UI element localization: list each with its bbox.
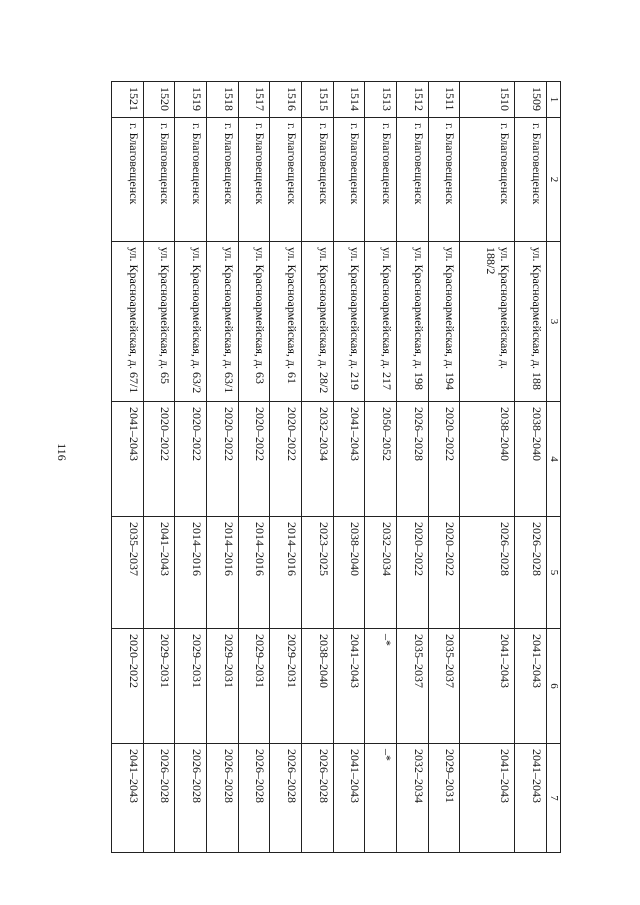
- period-4-cell: 2020–2022: [207, 402, 239, 517]
- city-cell: г. Благовещенск: [428, 118, 460, 242]
- period-6-cell: 2035–2037: [397, 629, 429, 744]
- table-row: [428, 82, 460, 853]
- period-4-cell: 2020–2022: [238, 402, 270, 517]
- period-4-cell: 2050–2052: [365, 402, 397, 517]
- city-cell: г. Благовещенск: [270, 118, 302, 242]
- city-cell: г. Благовещенск: [333, 118, 365, 242]
- street-address-cell: ул. Красноармейская, д. 67/1: [112, 242, 144, 402]
- street-address-cell: ул. Красноармейская, д. 219: [333, 242, 365, 402]
- city-cell: г. Благовещенск: [302, 118, 334, 242]
- street-address-cell: ул. Красноармейская, д. 63/1: [207, 242, 239, 402]
- street-address-cell: ул. Красноармейская, д. 65: [143, 242, 175, 402]
- period-6-cell: 2041–2043: [460, 629, 515, 744]
- table-container: [111, 81, 561, 852]
- header-cell-1: 1: [547, 82, 561, 118]
- row-number-cell: 1510: [460, 82, 515, 118]
- period-4-cell: 2020–2022: [175, 402, 207, 517]
- period-6-cell: 2038–2040: [302, 629, 334, 744]
- row-number-cell: 1521: [112, 82, 144, 118]
- period-6-cell: 2041–2043: [515, 629, 547, 744]
- table-row: [112, 82, 144, 853]
- header-cell-4: 4: [547, 402, 561, 517]
- period-6-cell: 2029–2031: [238, 629, 270, 744]
- period-7-cell: 2032–2034: [397, 744, 429, 853]
- city-cell: г. Благовещенск: [397, 118, 429, 242]
- city-cell: г. Благовещенск: [238, 118, 270, 242]
- city-cell: г. Благовещенск: [460, 118, 515, 242]
- period-7-cell: 2026–2028: [207, 744, 239, 853]
- table-row: [207, 82, 239, 853]
- table-row: [460, 82, 515, 853]
- rotated-table-frame: [111, 81, 561, 852]
- table-row: [397, 82, 429, 853]
- period-6-cell: 2020–2022: [112, 629, 144, 744]
- header-cell-3: 3: [547, 242, 561, 402]
- row-number-cell: 1517: [238, 82, 270, 118]
- table-row: [515, 82, 547, 853]
- period-5-cell: 2041–2043: [143, 517, 175, 629]
- city-cell: г. Благовещенск: [515, 118, 547, 242]
- schedule-table: [111, 81, 561, 853]
- period-4-cell: 2041–2043: [333, 402, 365, 517]
- period-5-cell: 2032–2034: [365, 517, 397, 629]
- city-cell: г. Благовещенск: [143, 118, 175, 242]
- period-7-cell: 2041–2043: [333, 744, 365, 853]
- period-4-cell: 2020–2022: [270, 402, 302, 517]
- table-row: [302, 82, 334, 853]
- period-5-cell: 2014–2016: [207, 517, 239, 629]
- table-row: [270, 82, 302, 853]
- period-7-cell: 2026–2028: [302, 744, 334, 853]
- row-number-cell: 1515: [302, 82, 334, 118]
- city-cell: г. Благовещенск: [175, 118, 207, 242]
- header-cell-7: 7: [547, 744, 561, 853]
- city-cell: г. Благовещенск: [207, 118, 239, 242]
- period-7-cell: 2029–2031: [428, 744, 460, 853]
- period-6-cell: –*: [365, 629, 397, 744]
- period-6-cell: 2029–2031: [175, 629, 207, 744]
- table-row: [333, 82, 365, 853]
- street-address-cell: ул. Красноармейская, д. 188/2: [460, 242, 515, 402]
- row-number-cell: 1511: [428, 82, 460, 118]
- period-6-cell: 2029–2031: [207, 629, 239, 744]
- row-number-cell: 1518: [207, 82, 239, 118]
- period-5-cell: 2023–2025: [302, 517, 334, 629]
- period-5-cell: 2026–2028: [460, 517, 515, 629]
- row-number-cell: 1520: [143, 82, 175, 118]
- row-number-cell: 1513: [365, 82, 397, 118]
- table-row: [143, 82, 175, 853]
- period-5-cell: 2038–2040: [333, 517, 365, 629]
- header-cell-2: 2: [547, 118, 561, 242]
- period-5-cell: 2035–2037: [112, 517, 144, 629]
- street-address-cell: ул. Красноармейская, д. 63: [238, 242, 270, 402]
- table-row: [365, 82, 397, 853]
- period-6-cell: 2035–2037: [428, 629, 460, 744]
- period-7-cell: 2026–2028: [270, 744, 302, 853]
- row-number-cell: 1514: [333, 82, 365, 118]
- period-5-cell: 2020–2022: [428, 517, 460, 629]
- street-address-cell: ул. Красноармейская, д. 63/2: [175, 242, 207, 402]
- period-5-cell: 2014–2016: [175, 517, 207, 629]
- street-address-cell: ул. Красноармейская, д. 28/2: [302, 242, 334, 402]
- street-address-cell: ул. Красноармейская, д. 217: [365, 242, 397, 402]
- period-7-cell: 2041–2043: [112, 744, 144, 853]
- table-row: [175, 82, 207, 853]
- street-address-cell: ул. Красноармейская, д. 198: [397, 242, 429, 402]
- period-6-cell: 2041–2043: [333, 629, 365, 744]
- period-4-cell: 2041–2043: [112, 402, 144, 517]
- period-7-cell: –*: [365, 744, 397, 853]
- period-6-cell: 2029–2031: [270, 629, 302, 744]
- period-4-cell: 2020–2022: [428, 402, 460, 517]
- period-4-cell: 2038–2040: [515, 402, 547, 517]
- period-4-cell: 2032–2034: [302, 402, 334, 517]
- period-4-cell: 2038–2040: [460, 402, 515, 517]
- street-address-cell: ул. Красноармейская, д. 188: [515, 242, 547, 402]
- street-address-cell: ул. Красноармейская, д. 194: [428, 242, 460, 402]
- period-5-cell: 2014–2016: [238, 517, 270, 629]
- period-5-cell: 2020–2022: [397, 517, 429, 629]
- city-cell: г. Благовещенск: [112, 118, 144, 242]
- period-7-cell: 2026–2028: [175, 744, 207, 853]
- row-number-cell: 1519: [175, 82, 207, 118]
- period-5-cell: 2014–2016: [270, 517, 302, 629]
- period-4-cell: 2020–2022: [143, 402, 175, 517]
- period-7-cell: 2026–2028: [143, 744, 175, 853]
- city-cell: г. Благовещенск: [365, 118, 397, 242]
- period-5-cell: 2026–2028: [515, 517, 547, 629]
- period-4-cell: 2026–2028: [397, 402, 429, 517]
- header-cell-5: 5: [547, 517, 561, 629]
- period-7-cell: 2041–2043: [460, 744, 515, 853]
- table-row: [238, 82, 270, 853]
- header-row: [547, 82, 561, 853]
- page-number: 116: [55, 443, 69, 461]
- period-6-cell: 2029–2031: [143, 629, 175, 744]
- header-cell-6: 6: [547, 629, 561, 744]
- row-number-cell: 1516: [270, 82, 302, 118]
- row-number-cell: 1509: [515, 82, 547, 118]
- period-7-cell: 2041–2043: [515, 744, 547, 853]
- period-7-cell: 2026–2028: [238, 744, 270, 853]
- street-address-cell: ул. Красноармейская, д. 61: [270, 242, 302, 402]
- row-number-cell: 1512: [397, 82, 429, 118]
